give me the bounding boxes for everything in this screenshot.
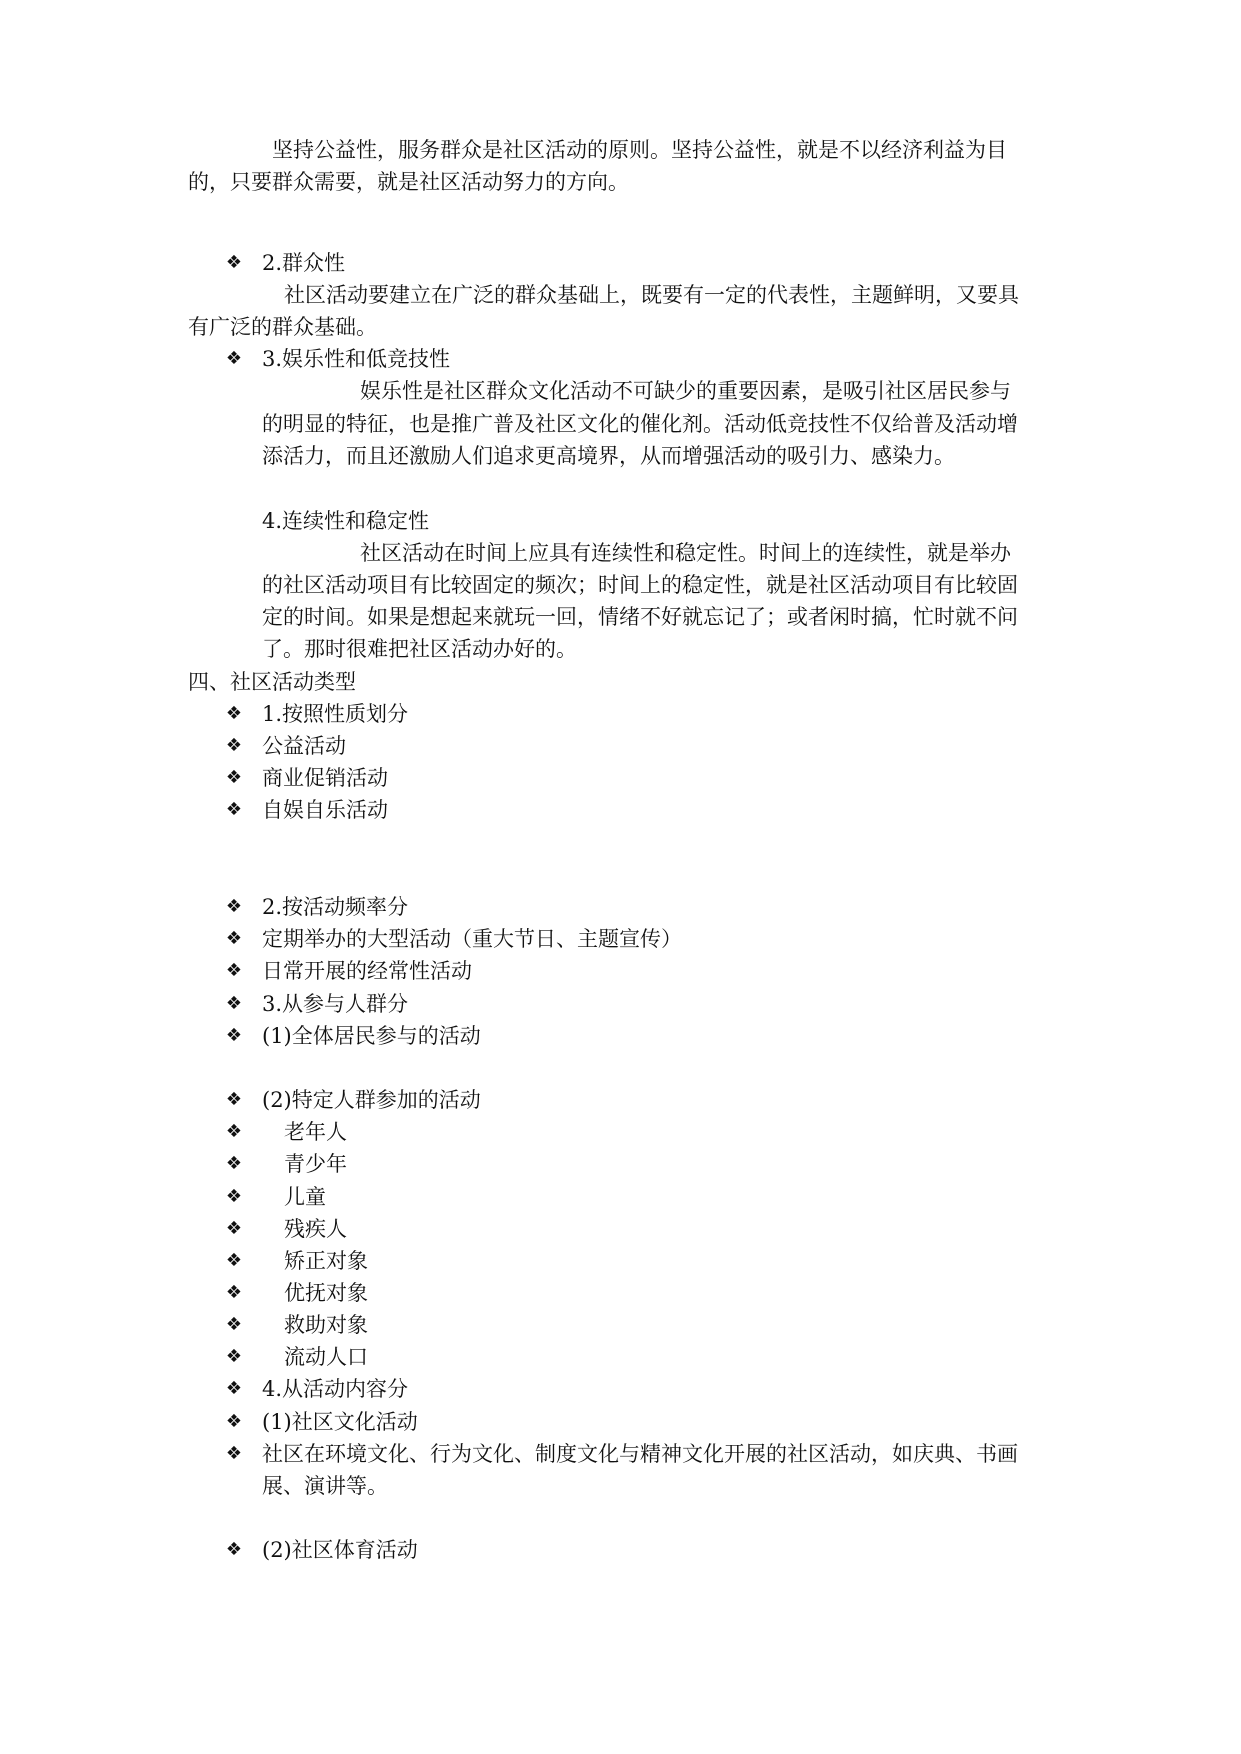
list-item: 矫正对象 [284, 1249, 368, 1273]
list-item: 自娱自乐活动 [262, 798, 388, 822]
section-3-heading: 3.娱乐性和低竞技性 [262, 347, 451, 371]
bullet-icon: ❖ [225, 1411, 243, 1432]
bullet-icon: ❖ [225, 1346, 243, 1367]
list-item: 1.按照性质划分 [262, 702, 409, 726]
list-item: 定期举办的大型活动（重大节日、主题宣传） [262, 927, 682, 951]
list-item: 流动人口 [284, 1345, 368, 1369]
bullet-icon: ❖ [225, 1539, 243, 1560]
bullet-icon: ❖ [225, 799, 243, 820]
bullet-icon: ❖ [225, 896, 243, 917]
bullet-icon: ❖ [225, 1186, 243, 1207]
list-item: 青少年 [284, 1152, 347, 1176]
bullet-icon: ❖ [225, 348, 243, 369]
bullet-icon: ❖ [225, 1153, 243, 1174]
bullet-icon: ❖ [225, 928, 243, 949]
bullet-icon: ❖ [225, 1314, 243, 1335]
bullet-icon: ❖ [225, 703, 243, 724]
list-item: (2)特定人群参加的活动 [262, 1088, 481, 1112]
bullet-icon: ❖ [225, 1121, 243, 1142]
section-4-line-4: 了。那时很难把社区活动办好的。 [262, 637, 577, 661]
bullet-icon: ❖ [225, 1443, 243, 1464]
list-item: 老年人 [284, 1120, 347, 1144]
bullet-icon: ❖ [225, 735, 243, 756]
bullet-icon: ❖ [225, 252, 243, 273]
section-4-line-2: 的社区活动项目有比较固定的频次；时间上的稳定性，就是社区活动项目有比较固 [262, 573, 1018, 597]
list-item-continuation: 展、演讲等。 [262, 1474, 388, 1498]
intro-line-2: 的，只要群众需要，就是社区活动努力的方向。 [188, 170, 629, 194]
section-3-line-1: 娱乐性是社区群众文化活动不可缺少的重要因素，是吸引社区居民参与 [360, 379, 1011, 403]
bullet-icon: ❖ [225, 767, 243, 788]
list-item: 优抚对象 [284, 1281, 368, 1305]
bullet-icon: ❖ [225, 1250, 243, 1271]
bullet-icon: ❖ [225, 1025, 243, 1046]
list-item: 4.从活动内容分 [262, 1377, 409, 1401]
section-2-line-2: 有广泛的群众基础。 [188, 315, 377, 339]
list-item: 社区在环境文化、行为文化、制度文化与精神文化开展的社区活动，如庆典、书画 [262, 1442, 1018, 1466]
bullet-icon: ❖ [225, 1378, 243, 1399]
bullet-icon: ❖ [225, 960, 243, 981]
section-2-line-1: 社区活动要建立在广泛的群众基础上，既要有一定的代表性，主题鲜明，又要具 [284, 283, 1019, 307]
list-item: 救助对象 [284, 1313, 368, 1337]
intro-line-1: 坚持公益性，服务群众是社区活动的原则。坚持公益性，就是不以经济利益为目 [272, 138, 1007, 162]
bullet-icon: ❖ [225, 993, 243, 1014]
list-item: 儿童 [284, 1185, 326, 1209]
list-item: 3.从参与人群分 [262, 992, 409, 1016]
list-item: (2)社区体育活动 [262, 1538, 418, 1562]
section-3-line-2: 的明显的特征，也是推广普及社区文化的催化剂。活动低竞技性不仅给普及活动增 [262, 412, 1018, 436]
list-item: (1)社区文化活动 [262, 1410, 418, 1434]
bullet-icon: ❖ [225, 1218, 243, 1239]
bullet-icon: ❖ [225, 1282, 243, 1303]
bullet-icon: ❖ [225, 1089, 243, 1110]
list-item: (1)全体居民参与的活动 [262, 1024, 481, 1048]
section-4-heading: 4.连续性和稳定性 [262, 509, 430, 533]
list-item: 日常开展的经常性活动 [262, 959, 472, 983]
list-item: 残疾人 [284, 1217, 347, 1241]
list-item: 2.按活动频率分 [262, 895, 409, 919]
list-item: 商业促销活动 [262, 766, 388, 790]
list-item: 公益活动 [262, 734, 346, 758]
types-heading: 四、社区活动类型 [188, 670, 356, 694]
section-4-line-3: 定的时间。如果是想起来就玩一回，情绪不好就忘记了；或者闲时搞，忙时就不问 [262, 605, 1018, 629]
section-4-line-1: 社区活动在时间上应具有连续性和稳定性。时间上的连续性，就是举办 [360, 541, 1011, 565]
section-3-line-3: 添活力，而且还激励人们追求更高境界，从而增强活动的吸引力、感染力。 [262, 444, 955, 468]
section-2-heading: 2.群众性 [262, 251, 346, 275]
